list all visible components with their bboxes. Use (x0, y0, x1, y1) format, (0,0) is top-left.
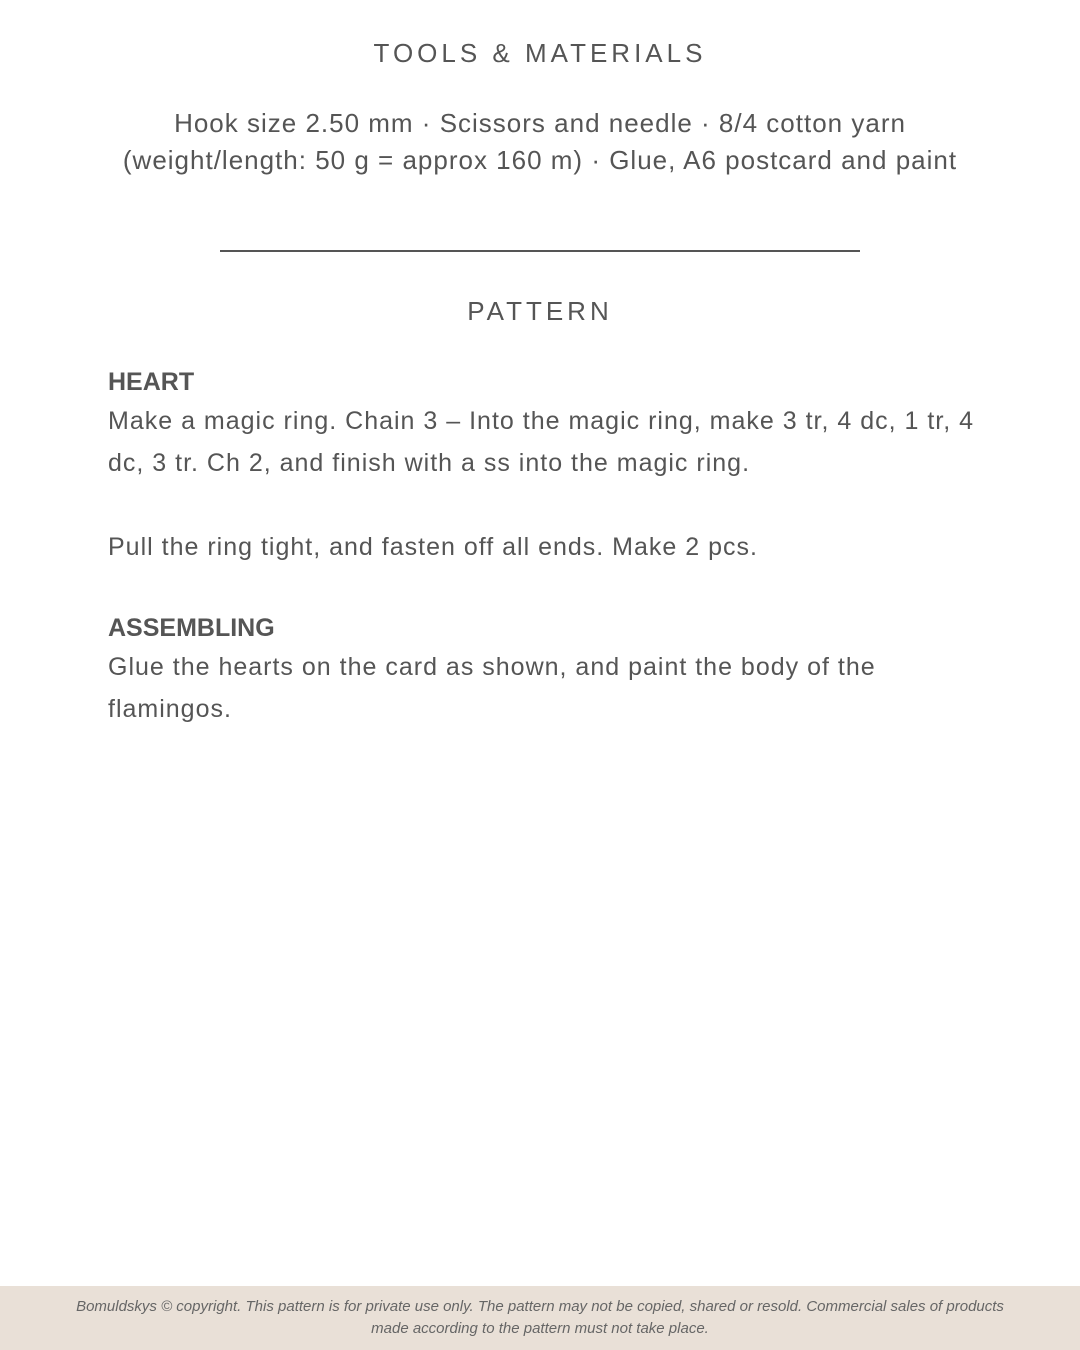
paragraph-spacer (108, 484, 978, 526)
copyright-footer (0, 1286, 1080, 1350)
paragraph-spacer (108, 568, 978, 610)
assembling-instructions: Glue the hearts on the card as shown, and paint the body of the flamingos. (108, 653, 876, 723)
pattern-heading: PATTERN (467, 296, 613, 326)
pattern-content (108, 364, 978, 730)
section-divider (220, 250, 860, 252)
assembling-title: ASSEMBLING (108, 614, 275, 642)
materials-line-2: (weight/length: 50 g = approx 160 m) · Glue, A6 postcard and paint (122, 145, 958, 175)
heart-instructions: Make a magic ring. Chain 3 – Into the magic ring, make 3 tr, 4 dc, 1 tr, 4 dc, 3 tr. Ch 2, and finish with a ss into the magic ring. (108, 407, 975, 477)
copyright-text: Bomuldskys © copyright. This pattern is for private use only. The pattern may not be copied, shared or resold. Commercial sales of products made according to the pattern must not take place. (76, 1298, 1004, 1337)
tools-materials-heading: TOOLS & MATERIALS (373, 38, 707, 68)
heart-finishing: Pull the ring tight, and fasten off all ends. Make 2 pcs. (108, 533, 758, 561)
materials-list (90, 105, 990, 179)
heart-title: HEART (108, 368, 195, 396)
materials-line-1: Hook size 2.50 mm · Scissors and needle · 8/4 cotton yarn (174, 108, 906, 138)
